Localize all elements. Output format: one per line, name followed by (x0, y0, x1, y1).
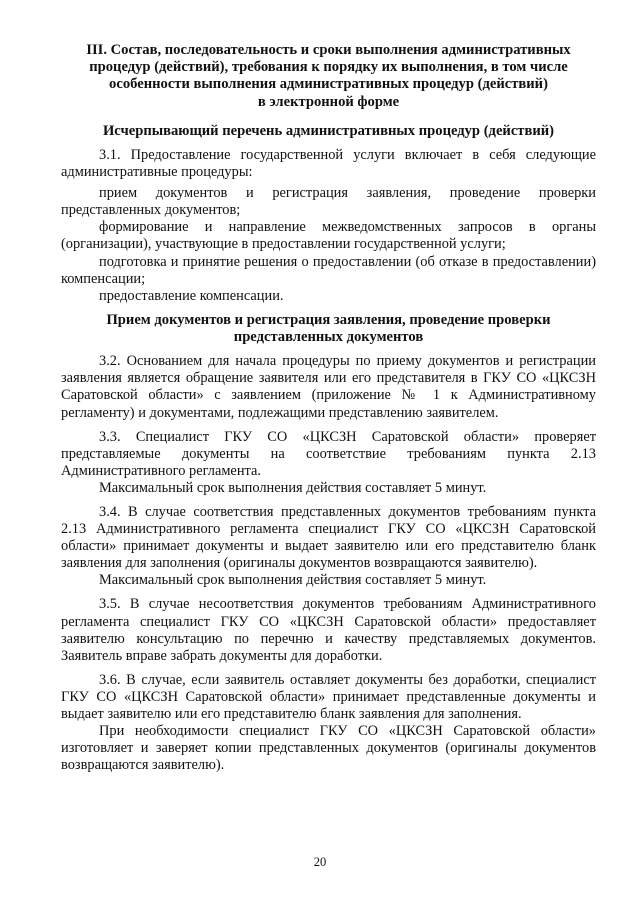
section-title-line: в электронной форме (257, 93, 400, 110)
paragraph-copies: При необходимости специалист ГКУ СО «ЦКСЗН Саратовской области» изготовляет и заверяет копии представленных документов (оригиналы документов возвращаются заявителю). (61, 723, 596, 774)
paragraph-3-6: 3.6. В случае, если заявитель оставляет документы без доработки, специалист ГКУ СО «ЦКСЗН Саратовской области» принимает представленные документы и выдает заявителю или его представителю бланк заявления для заполнения. (61, 671, 596, 723)
subheading-text: Исчерпывающий перечень административных процедур (действий) (102, 122, 555, 139)
page-content (61, 42, 596, 774)
list-item: прием документов и регистрация заявления, проведение проверки представленных документов; (61, 185, 596, 219)
section-title-line: особенности выполнения административных процедур (действий) (109, 76, 548, 93)
list-item: подготовка и принятие решения о предоставлении (об отказе в предоставлении) компенсации; (61, 253, 596, 287)
paragraph-3-5: 3.5. В случае несоответствия документов требованиям Административного регламента специалист ГКУ СО «ЦКСЗН Саратовской области» предоставляет заявителю консультацию по перечню и качеству представляемых документов. Заявитель вправе забрать документы для доработки. (61, 596, 596, 664)
list-item: формирование и направление межведомственных запросов в органы (организации), участвующие в предоставлении государственной услуги; (61, 219, 596, 253)
paragraph-3-1: 3.1. Предоставление государственной услуги включает в себя следующие административные процедуры: (61, 147, 596, 181)
section-title-line: процедур (действий), требования к порядку их выполнения, в том числе (89, 59, 568, 76)
subheading-procedures-list (61, 123, 596, 140)
paragraph-max-time: Максимальный срок выполнения действия составляет 5 минут. (99, 572, 487, 589)
paragraph-3-2: 3.2. Основанием для начала процедуры по приему документов и регистрации заявления является обращение заявителя или его представителя в ГКУ СО «ЦКСЗН Саратовской области» с заявлением (приложение № 1 к Административному регламенту) и документами, подлежащими представлению заявителем. (61, 353, 596, 421)
paragraph-max-time: Максимальный срок выполнения действия составляет 5 минут. (99, 479, 487, 496)
section-title (61, 42, 596, 111)
subheading-line: представленных документов (233, 329, 424, 346)
paragraph-3-3: 3.3. Специалист ГКУ СО «ЦКСЗН Саратовской области» проверяет представляемые документы на соответствие требованиям пункта 2.13 Административного регламента. (61, 428, 596, 479)
list-item: предоставление компенсации. (99, 287, 284, 304)
subheading-document-reception (61, 312, 596, 346)
page-number: 20 (313, 855, 327, 869)
section-title-line: III. Состав, последовательность и сроки выполнения административных (86, 42, 571, 58)
subheading-line: Прием документов и регистрация заявления, проведение проверки (106, 311, 551, 328)
paragraph-3-4: 3.4. В случае соответствия представленных документов требованиям пункта 2.13 Административного регламента специалист ГКУ СО «ЦКСЗН Саратовской области» принимает документы и выдает заявителю или его представителю бланк заявления для заполнения (оригиналы документов возвращаются заявителю). (61, 504, 596, 572)
